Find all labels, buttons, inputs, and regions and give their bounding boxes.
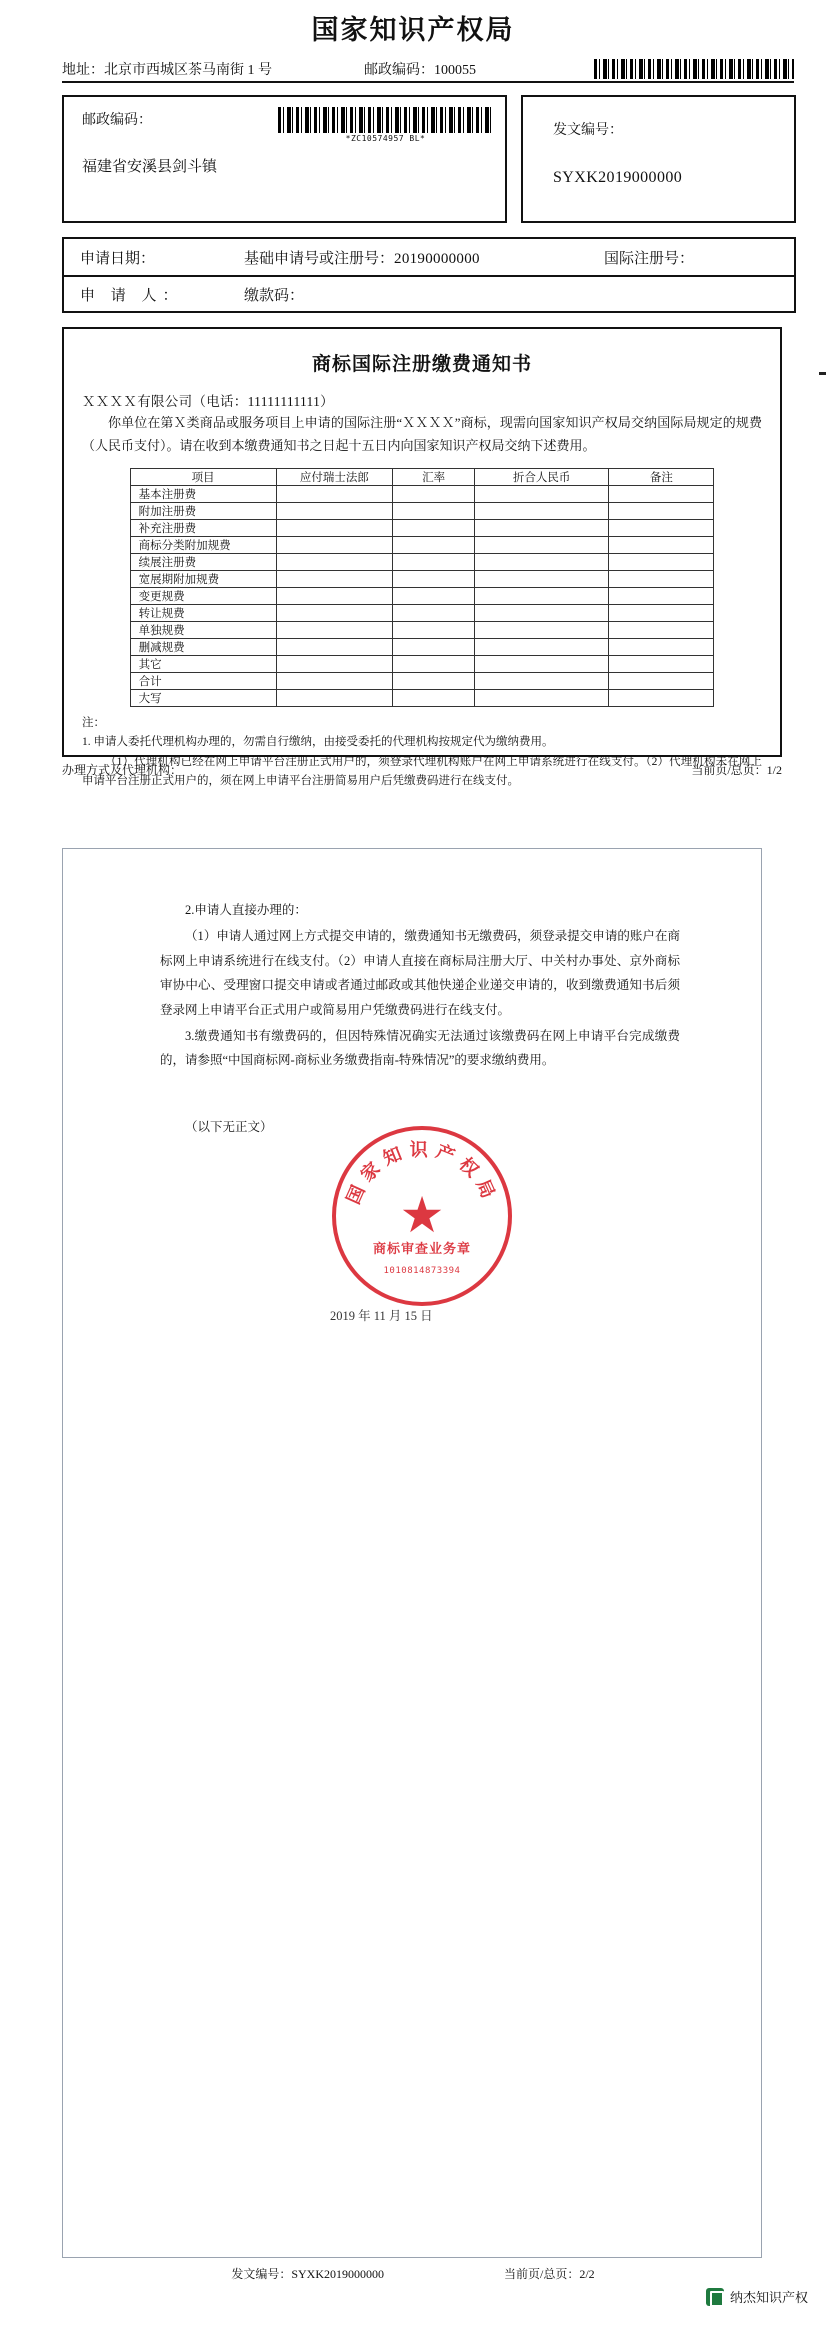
doc-number-label: 发文编号： xyxy=(553,123,623,138)
page-2-page-indicator: 当前页/总页：2/2 xyxy=(504,2267,595,2281)
fee-cell-chf xyxy=(276,553,393,570)
fee-cell-chf xyxy=(276,485,393,502)
notes-block xyxy=(82,714,762,792)
fee-cell-item: 续展注册费 xyxy=(130,553,276,570)
fee-cell-item: 变更规费 xyxy=(130,587,276,604)
fee-cell-rate xyxy=(393,621,475,638)
seal-star-icon: ★ xyxy=(399,1187,445,1243)
fee-cell-rate xyxy=(393,485,475,502)
fee-cell-item: 商标分类附加规费 xyxy=(130,536,276,553)
mail-and-doc-boxes xyxy=(62,95,796,223)
fee-cell-chf xyxy=(276,638,393,655)
fee-table-row xyxy=(130,570,714,587)
fee-cell-chf xyxy=(276,672,393,689)
fee-cell-remark xyxy=(609,570,714,587)
notes-item-1-sub: （1）代理机构已经在网上申请平台注册正式用户的，须登录代理机构账户在网上申请系统进行在线支付。（2）代理机构未在网上申请平台注册正式用户的，须在网上申请平台注册简易用户后凭缴费码进行在线支付。 xyxy=(82,755,762,788)
notes-item-2: 2.申请人直接办理的： xyxy=(185,903,307,917)
fee-header-item: 项目 xyxy=(130,468,276,485)
base-application-cell: 基础申请号或注册号：20190000000 xyxy=(244,250,480,267)
fee-cell-item: 附加注册费 xyxy=(130,502,276,519)
fee-cell-rmb xyxy=(475,519,609,536)
watermark-label: 纳杰知识产权 xyxy=(729,2290,808,2305)
fee-cell-rate xyxy=(393,604,475,621)
fee-table-row xyxy=(130,621,714,638)
fee-cell-item: 单独规费 xyxy=(130,621,276,638)
fee-cell-chf xyxy=(276,502,393,519)
fee-header-rmb: 折合人民币 xyxy=(475,468,609,485)
seal-code-text: 1010814873394 xyxy=(383,1266,461,1276)
fee-cell-rmb xyxy=(475,536,609,553)
fee-cell-rmb xyxy=(475,689,609,706)
seal-line-text: 商标审查业务章 xyxy=(372,1241,471,1256)
fee-cell-chf xyxy=(276,689,393,706)
agent-method-label: 办理方式及代理机构： xyxy=(62,763,183,777)
fee-cell-remark xyxy=(609,485,714,502)
fee-cell-item: 删减规费 xyxy=(130,638,276,655)
fee-cell-remark xyxy=(609,519,714,536)
fee-cell-remark xyxy=(609,689,714,706)
fee-cell-rate xyxy=(393,689,475,706)
fee-cell-rate xyxy=(393,553,475,570)
fee-header-remark: 备注 xyxy=(609,468,714,485)
page-2 xyxy=(0,828,826,2308)
mail-recipient: 福建省安溪县剑斗镇 xyxy=(82,159,218,175)
fee-table-row xyxy=(130,553,714,570)
barcode-stripes-icon xyxy=(594,59,794,79)
fee-table-row xyxy=(130,485,714,502)
fee-cell-remark xyxy=(609,604,714,621)
fee-table-row xyxy=(130,536,714,553)
fee-cell-rate xyxy=(393,570,475,587)
fee-table-row xyxy=(130,638,714,655)
doc-number-value: SYXK2019000000 xyxy=(553,169,683,186)
page-2-footer xyxy=(62,2265,764,2282)
fee-table-row xyxy=(130,672,714,689)
page-1 xyxy=(0,0,826,792)
fee-cell-rate xyxy=(393,638,475,655)
fee-table-row xyxy=(130,689,714,706)
application-field-table xyxy=(62,237,796,313)
notice-paragraph: 你单位在第Ｘ类商品或服务项目上申请的国际注册“ＸＸＸＸ”商标，现需向国家知识产权局交纳国际局规定的规费（人民币支付）。请在收到本缴费通知书之日起十五日内向国家知识产权局交纳下述费用。 xyxy=(82,415,762,453)
fee-cell-remark xyxy=(609,621,714,638)
page-separator xyxy=(0,792,826,828)
fee-table-row xyxy=(130,587,714,604)
fee-table-header-row xyxy=(130,468,714,485)
fee-cell-item: 大写 xyxy=(130,689,276,706)
fee-cell-item: 转让规费 xyxy=(130,604,276,621)
fee-cell-item: 宽展期附加规费 xyxy=(130,570,276,587)
fee-cell-remark xyxy=(609,502,714,519)
fee-cell-rmb xyxy=(475,638,609,655)
fee-cell-rmb xyxy=(475,672,609,689)
fee-cell-item: 补充注册费 xyxy=(130,519,276,536)
fee-cell-chf xyxy=(276,587,393,604)
fee-cell-remark xyxy=(609,587,714,604)
fee-cell-chf xyxy=(276,570,393,587)
fee-cell-chf xyxy=(276,621,393,638)
fee-cell-remark xyxy=(609,638,714,655)
fee-table xyxy=(130,468,715,707)
barcode-caption: *ZC10574957 BL* xyxy=(345,134,426,143)
fee-table-row xyxy=(130,604,714,621)
fee-cell-rmb xyxy=(475,587,609,604)
postcode-label: 邮政编码：100055 xyxy=(364,63,476,78)
watermark-logo-icon xyxy=(706,2288,724,2306)
fee-cell-remark xyxy=(609,536,714,553)
watermark xyxy=(706,2287,808,2306)
notes-item-2-sub: （1）申请人通过网上方式提交申请的，缴费通知书无缴费码，须登录提交申请的账户在商标网上申请系统进行在线支付。（2）申请人直接在商标局注册大厅、中关村办事处、京外商标审协中心、受理窗口提交申请或者通过邮政或其他快递企业递交申请的，收到缴费通知书后须登录网上申请平台正式用户或简易用户凭缴费码进行在线支付。 xyxy=(160,929,680,1017)
address-header-row xyxy=(62,57,794,83)
notice-title: 商标国际注册缴费通知书 xyxy=(311,354,532,375)
intl-registration-label: 国际注册号： xyxy=(604,250,695,267)
doc-number-box xyxy=(521,95,796,223)
notes-item-1: 1. 申请人委托代理机构办理的，勿需自行缴纳，由接受委托的代理机构按规定代为缴纳费用。 xyxy=(82,736,554,749)
fee-cell-rmb xyxy=(475,485,609,502)
fee-cell-remark xyxy=(609,655,714,672)
official-seal xyxy=(332,1126,512,1306)
fee-cell-rmb xyxy=(475,621,609,638)
company-line: ＸＸＸＸ有限公司（电话：11111111111） xyxy=(82,394,334,409)
field-row-application xyxy=(64,239,794,275)
notes-item-3: 3.缴费通知书有缴费码的，但因特殊情况确实无法通过该缴费码在网上申请平台完成缴费的，请参照“中国商标网-商标业务缴费指南-特殊情况”的要求缴纳费用。 xyxy=(160,1028,680,1068)
mail-postcode-label: 邮政编码： xyxy=(82,113,152,128)
fee-cell-chf xyxy=(276,655,393,672)
svg-text:国家知识产权局: 国家知识产权局 xyxy=(343,1139,501,1208)
barcode-stripes-icon xyxy=(278,107,493,133)
page-1-page-indicator: 当前页/总页：1/2 xyxy=(691,763,782,777)
fee-cell-rate xyxy=(393,655,475,672)
mail-address-box xyxy=(62,95,507,223)
fee-cell-rmb xyxy=(475,604,609,621)
no-more-text: （以下无正文） xyxy=(185,1119,273,1134)
fee-cell-chf xyxy=(276,519,393,536)
fee-table-row xyxy=(130,519,714,536)
applicant-label: 申 请 人： xyxy=(80,287,184,304)
fee-table-row xyxy=(130,655,714,672)
field-row-applicant xyxy=(64,275,794,311)
page-title: 国家知识产权局 xyxy=(311,15,515,45)
fee-cell-rmb xyxy=(475,570,609,587)
fee-table-body xyxy=(130,485,714,706)
fee-table-row xyxy=(130,502,714,519)
address-label: 地址：北京市西城区茶马南街 1 号 xyxy=(62,63,272,78)
fee-cell-remark xyxy=(609,553,714,570)
fee-cell-rmb xyxy=(475,553,609,570)
fee-cell-item: 基本注册费 xyxy=(130,485,276,502)
fee-cell-rmb xyxy=(475,502,609,519)
page-2-body xyxy=(160,898,680,1141)
fee-cell-chf xyxy=(276,604,393,621)
fee-cell-rate xyxy=(393,536,475,553)
page-2-doc-number: 发文编号：SYXK2019000000 xyxy=(231,2267,384,2281)
header-barcode xyxy=(594,59,794,79)
fee-cell-rmb xyxy=(475,655,609,672)
fee-cell-chf xyxy=(276,536,393,553)
fee-cell-remark xyxy=(609,672,714,689)
fee-header-rate: 汇率 xyxy=(393,468,475,485)
fee-cell-rate xyxy=(393,519,475,536)
fee-cell-rate xyxy=(393,672,475,689)
notes-head: 注： xyxy=(82,716,105,729)
fee-cell-rate xyxy=(393,587,475,604)
fee-cell-rate xyxy=(393,502,475,519)
payment-code-label: 缴款码： xyxy=(244,287,305,304)
fee-cell-item: 其它 xyxy=(130,655,276,672)
apply-date-label: 申请日期： xyxy=(80,250,156,267)
fee-cell-item: 合计 xyxy=(130,672,276,689)
scan-edge-mark xyxy=(819,372,826,375)
fee-header-chf: 应付瑞士法郎 xyxy=(276,468,393,485)
mail-barcode xyxy=(278,107,493,143)
signature-date: 2019 年 11 月 15 日 xyxy=(330,1309,433,1323)
